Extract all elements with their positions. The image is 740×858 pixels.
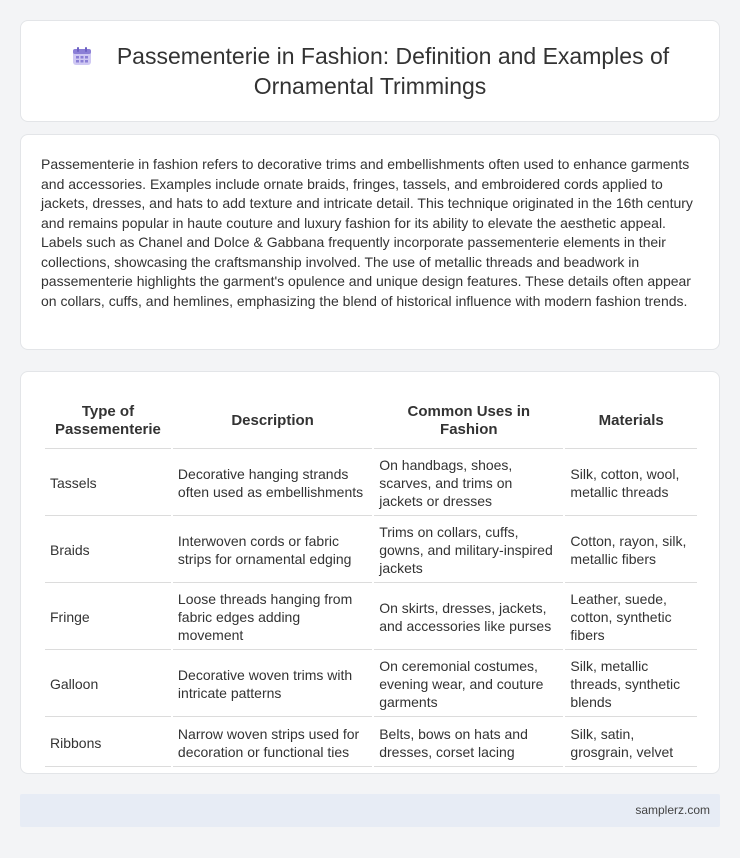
passementerie-table <box>43 392 699 769</box>
cell-description: Decorative hanging strands often used as embellishments <box>173 451 372 516</box>
table-row <box>45 585 697 650</box>
column-header-uses: Common Uses in Fashion <box>374 394 563 449</box>
cell-uses: On handbags, shoes, scarves, and trims on jackets or dresses <box>374 451 563 516</box>
page-title <box>61 41 679 101</box>
cell-uses: Trims on collars, cuffs, gowns, and military-inspired jackets <box>374 518 563 583</box>
column-header-type: Type of Passementerie <box>45 394 171 449</box>
table-card <box>20 371 720 774</box>
table-row <box>45 719 697 767</box>
cell-description: Interwoven cords or fabric strips for ornamental edging <box>173 518 372 583</box>
cell-materials: Leather, suede, cotton, synthetic fibers <box>565 585 697 650</box>
cell-type: Braids <box>45 518 171 583</box>
table-row <box>45 518 697 583</box>
column-header-description: Description <box>173 394 372 449</box>
cell-description: Loose threads hanging from fabric edges adding movement <box>173 585 372 650</box>
cell-type: Tassels <box>45 451 171 516</box>
cell-description: Narrow woven strips used for decoration or functional ties <box>173 719 372 767</box>
column-header-materials: Materials <box>565 394 697 449</box>
cell-type: Fringe <box>45 585 171 650</box>
intro-card <box>20 134 720 350</box>
cell-type: Ribbons <box>45 719 171 767</box>
title-card <box>20 20 720 122</box>
footer <box>20 794 720 827</box>
cell-uses: Belts, bows on hats and dresses, corset lacing <box>374 719 563 767</box>
table-row <box>45 451 697 516</box>
intro-paragraph: Passementerie in fashion refers to decorative trims and embellishments often used to enhance garments and accessories. Examples include ornate braids, fringes, tassels, and embroidered cords applied to jackets, dresses, and hats to add texture and intricate detail. This technique originated in the 16th century and remains popular in haute couture and luxury fashion for its ability to elevate the aesthetic appeal. Labels such as Chanel and Dolce & Gabbana frequently incorporate passementerie elements in their collections, showcasing the craftsmanship involved. The use of metallic threads and beadwork in passementerie highlights the garment's opulence and unique design features. These details often appear on collars, cuffs, and hemlines, emphasizing the blend of historical influence with modern fashion trends. <box>41 156 693 309</box>
cell-materials: Silk, metallic threads, synthetic blends <box>565 652 697 717</box>
cell-materials: Silk, satin, grosgrain, velvet <box>565 719 697 767</box>
table-header-row <box>45 394 697 449</box>
calendar-icon <box>71 45 93 67</box>
cell-type: Galloon <box>45 652 171 717</box>
page-title-text: Passementerie in Fashion: Definition and Examples of Ornamental Trimmings <box>116 43 670 99</box>
cell-materials: Silk, cotton, wool, metallic threads <box>565 451 697 516</box>
cell-uses: On skirts, dresses, jackets, and accessories like purses <box>374 585 563 650</box>
cell-description: Decorative woven trims with intricate patterns <box>173 652 372 717</box>
cell-uses: On ceremonial costumes, evening wear, and couture garments <box>374 652 563 717</box>
cell-materials: Cotton, rayon, silk, metallic fibers <box>565 518 697 583</box>
table-row <box>45 652 697 717</box>
footer-site-link[interactable]: samplerz.com <box>635 803 710 817</box>
